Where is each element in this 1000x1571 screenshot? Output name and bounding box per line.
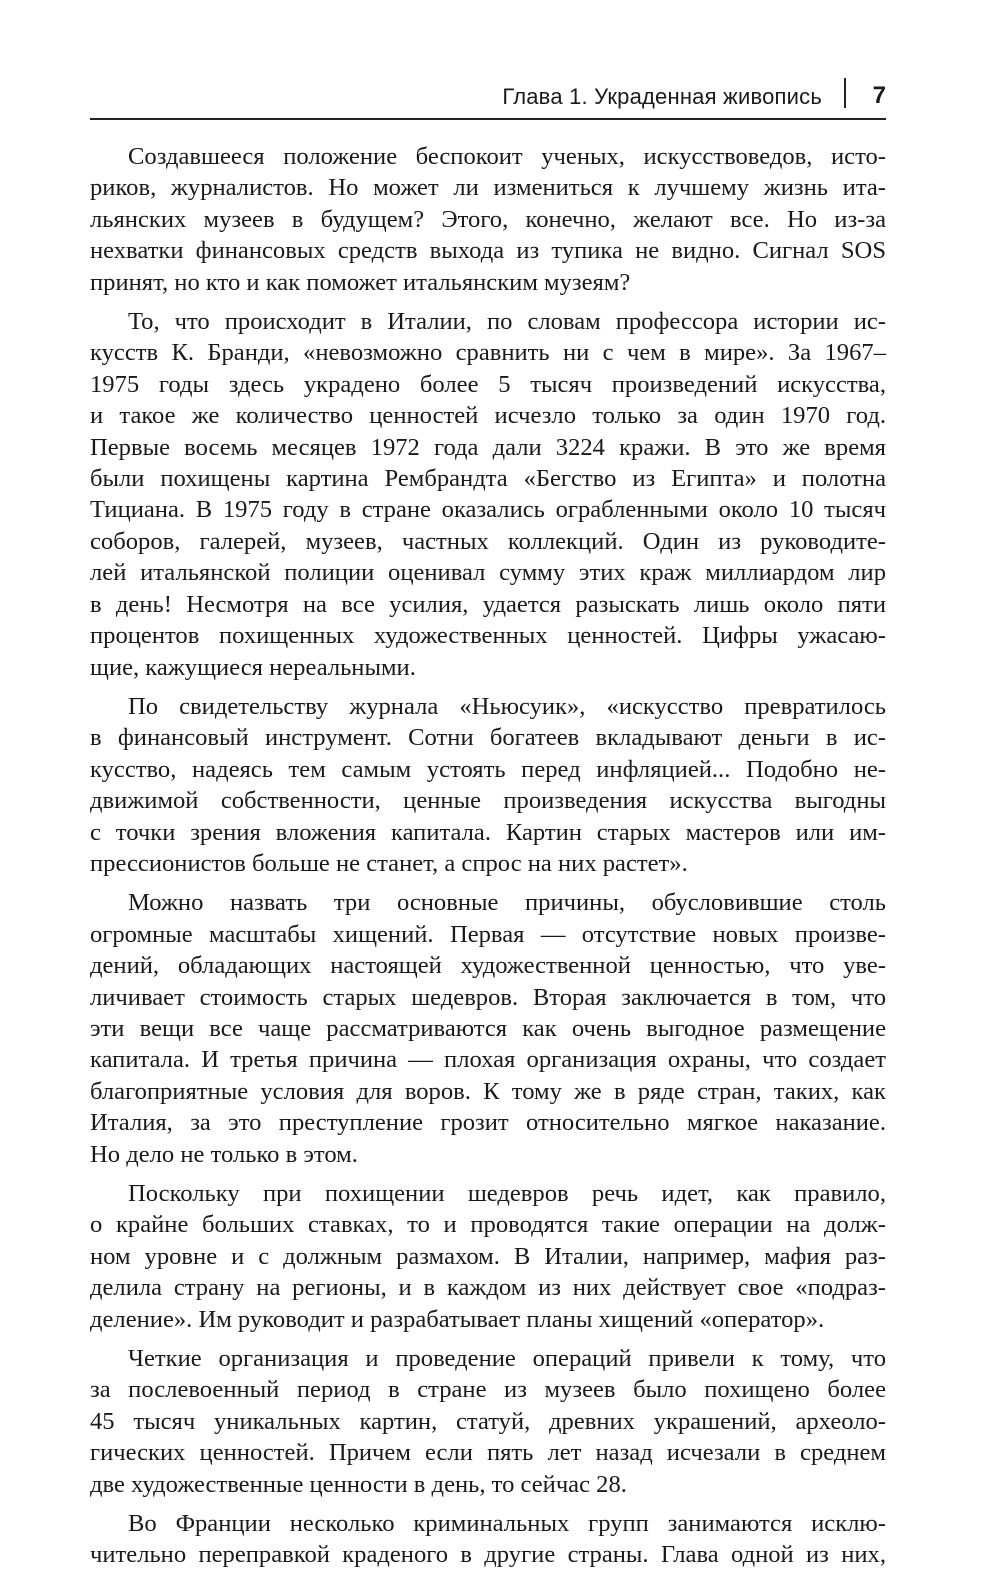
paragraph — [90, 1508, 886, 1571]
text-line: огромные масштабы хищений. Первая — отсутствие новых произве- — [90, 920, 886, 948]
running-head — [90, 74, 886, 120]
text-line: чительно переправкой краденого в другие страны. Глава одной из них, — [90, 1541, 886, 1569]
text-line: о крайне больших ставках, то и проводятся такие операции на долж- — [90, 1211, 886, 1239]
text-line: риков, журналистов. Но может ли измениться к лучшему жизнь ита- — [90, 174, 886, 202]
text-line: дений, обладающих настоящей художественной ценностью, что уве- — [90, 952, 886, 980]
text-line: были похищены картина Рембрандта «Бегство из Египта» и полотна — [90, 465, 886, 493]
paragraph — [90, 1178, 886, 1335]
text-line: 45 тысяч уникальных картин, статуй, древних украшений, археоло- — [90, 1407, 886, 1435]
book-page — [90, 74, 886, 1571]
text-line: ном уровне и с должным размахом. В Италии, например, мафия раз- — [90, 1242, 886, 1270]
text-line: эти вещи все чаще рассматриваются как очень выгодное размещение — [90, 1014, 886, 1042]
text-line: прессионистов больше не станет, а спрос на них растет». — [90, 849, 688, 877]
text-line: Поскольку при похищении шедевров речь идет, как правило, — [128, 1180, 886, 1207]
paragraph — [90, 141, 886, 298]
text-line: кусств К. Бранди, «невозможно сравнить ни с чем в мире». За 1967– — [90, 339, 886, 367]
text-line: Первые восемь месяцев 1972 года дали 3224 кражи. В это же время — [90, 433, 886, 461]
text-line: лей итальянской полиции оценивал сумму этих краж миллиардом лир — [90, 559, 886, 587]
text-line: То, что происходит в Италии, по словам профессора истории ис- — [128, 308, 886, 336]
text-line: личивает стоимость старых шедевров. Вторая заключается в том, что — [90, 983, 886, 1011]
text-line: Тициана. В 1975 году в стране оказались ограбленными около 10 тысяч — [90, 496, 886, 524]
text-line: и такое же количество ценностей исчезло только за один 1970 год. — [90, 402, 886, 430]
text-line: деление». Им руководит и разрабатывает планы хищений «оператор». — [90, 1305, 825, 1333]
text-line: принят, но кто и как поможет итальянским музеям? — [90, 268, 631, 296]
text-line: Создавшееся положение беспокоит ученых, искусствоведов, исто- — [128, 143, 886, 170]
text-line: кусство, надеясь тем самым устоять перед инфляцией... Подобно не- — [90, 755, 886, 783]
text-line: с точки зрения вложения капитала. Картин старых мастеров или им- — [90, 818, 886, 846]
chapter-title: Глава 1. Украденная живопись — [502, 84, 822, 109]
body-text — [90, 141, 886, 1571]
text-line: щие, кажущиеся нереальными. — [90, 653, 416, 681]
text-line: капитала. И третья причина — плохая организация охраны, что создает — [90, 1046, 886, 1074]
text-line: благоприятные условия для воров. К тому же в ряде стран, таких, как — [90, 1077, 886, 1105]
text-line: Во Франции несколько криминальных групп занимаются исклю- — [128, 1510, 886, 1538]
page-number: 7 — [872, 82, 886, 109]
text-line: делила страну на регионы, и в каждом из них действует свое «подраз- — [90, 1274, 886, 1302]
text-line: Можно назвать три основные причины, обусловившие столь — [128, 889, 886, 917]
text-line: соборов, галерей, музеев, частных коллекций. Один из руководите- — [90, 527, 886, 555]
text-line: в день! Несмотря на все усилия, удается разыскать лишь около пяти — [90, 590, 886, 618]
text-line: нехватки финансовых средств выхода из тупика не видно. Сигнал SOS — [90, 237, 886, 265]
text-line: Четкие организация и проведение операций привели к тому, что — [128, 1345, 886, 1373]
text-line: 1975 годы здесь украдено более 5 тысяч произведений искусства, — [90, 370, 886, 398]
text-line: в финансовый инструмент. Сотни богатеев вкладывают деньги в ис- — [90, 724, 886, 752]
text-line: движимой собственности, ценные произведения искусства выгодны — [90, 787, 886, 815]
text-line: льянских музеев в будущем? Этого, конечно, желают все. Но из-за — [90, 205, 886, 233]
text-line: за послевоенный период в стране из музеев было похищено более — [90, 1376, 886, 1404]
text-line: По свидетельству журнала «Ньюсуик», «искусство превратилось — [128, 692, 886, 720]
text-line: Но дело не только в этом. — [90, 1140, 358, 1168]
paragraph — [90, 1343, 886, 1500]
text-line: Италия, за это преступление грозит относительно мягкое наказание. — [90, 1109, 886, 1137]
text-line: гических ценностей. Причем если пять лет назад исчезали в среднем — [90, 1439, 886, 1467]
paragraph — [90, 306, 886, 683]
header-separator — [844, 78, 846, 108]
paragraph — [90, 691, 886, 879]
text-line: процентов похищенных художественных ценностей. Цифры ужасаю- — [90, 622, 886, 650]
text-line: две художественные ценности в день, то сейчас 28. — [90, 1470, 627, 1498]
paragraph — [90, 887, 886, 1170]
